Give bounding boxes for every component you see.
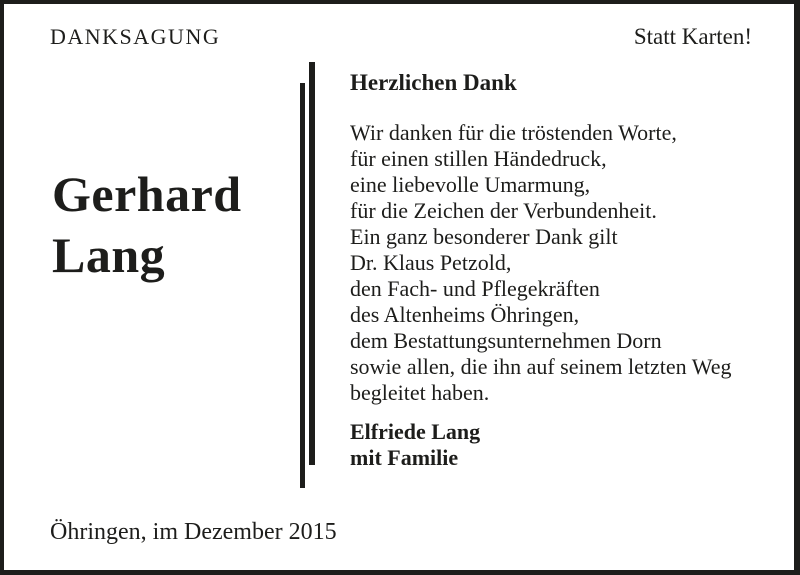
signature-block — [350, 419, 782, 471]
frame-rule-bottom — [0, 570, 800, 575]
message-line: für einen stillen Händedruck, — [350, 146, 607, 171]
statt-karten-label: Statt Karten! — [633, 24, 752, 49]
message-line: dem Bestattungsunternehmen Dorn — [350, 328, 662, 353]
message-line: sowie allen, die ihn auf seinem letzten Weg — [350, 354, 732, 379]
deceased-first-name: Gerhard — [52, 166, 242, 222]
thanks-message — [350, 70, 782, 471]
frame-rule-top — [0, 0, 800, 4]
message-line: eine liebevolle Umarmung, — [350, 172, 591, 197]
message-line: Dr. Klaus Petzold, — [350, 250, 512, 275]
message-line: Wir danken für die tröstenden Worte, — [350, 120, 677, 145]
double-rule-left — [300, 83, 305, 488]
notice-type-label: DANKSAGUNG — [50, 24, 221, 49]
frame-rule-left — [0, 0, 4, 575]
message-line: begleitet haben. — [350, 380, 490, 405]
double-rule-right — [309, 62, 315, 465]
deceased-last-name: Lang — [52, 227, 166, 283]
signature-suffix: mit Familie — [350, 445, 459, 470]
deceased-name — [52, 164, 242, 286]
message-line: den Fach- und Pflegekräften — [350, 276, 600, 301]
message-line: Ein ganz besonderer Dank gilt — [350, 224, 618, 249]
message-body — [350, 120, 782, 406]
dateline: Öhringen, im Dezember 2015 — [50, 519, 337, 545]
signature-name: Elfriede Lang — [350, 419, 481, 444]
message-line: des Altenheims Öhringen, — [350, 302, 580, 327]
message-line: für die Zeichen der Verbundenheit. — [350, 198, 657, 223]
message-title: Herzlichen Dank — [350, 70, 517, 95]
column-rule-right — [794, 0, 800, 575]
